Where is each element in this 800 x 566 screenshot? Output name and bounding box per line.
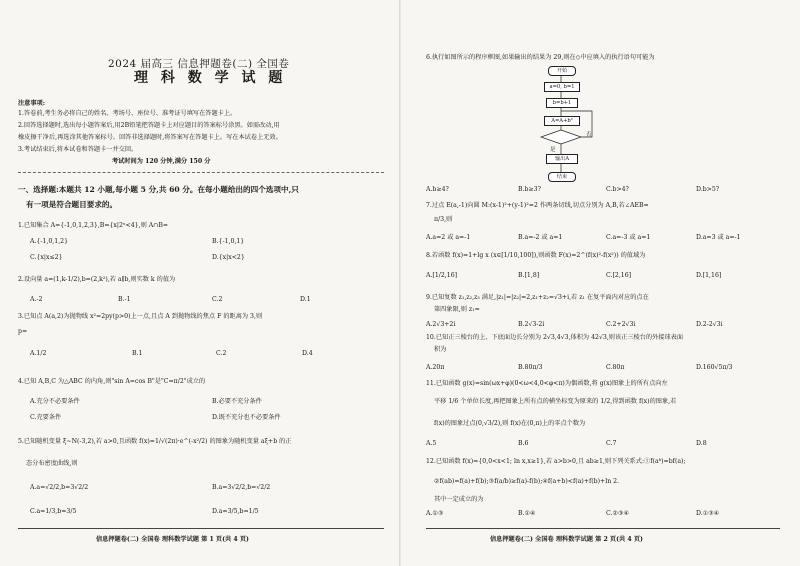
q5-stem-2: 态分布密度曲线,则 <box>26 460 78 467</box>
section-heading-2: 有一项是符合题目要求的。 <box>26 200 118 209</box>
q7-option-a: A.a=2 或 a=-1 <box>426 234 471 241</box>
q3-option-b: B.1 <box>132 350 143 357</box>
note-3: 橡皮擦干净后,再选涂其他答案标号。回答非选择题时,将答案写在答题卡上。写在本试卷上无效。 <box>18 134 282 141</box>
q7-option-d: D.a=3 或 a=-1 <box>696 234 741 241</box>
q10-stem-2: 积为 <box>434 346 447 353</box>
q6-stem: 6.执行如图所示的程序框图,如果输出的结果为 29,则在◇中应填入的执行语句可能为 <box>426 54 655 61</box>
q11-option-b: B.6 <box>518 440 529 447</box>
q5-option-d: D.a=3/5,b=1/5 <box>212 508 259 515</box>
note-2: 2.回答选择题时,选出每小题答案后,用2B铅笔把答题卡上对应题目的答案标号涂黑。如需改动,用 <box>18 122 280 129</box>
q12-option-a: A.①③ <box>426 510 444 517</box>
q3-option-c: C.2 <box>216 350 227 357</box>
q6-option-d: D.b>5? <box>696 186 720 193</box>
q2-option-a: A.-2 <box>30 296 43 303</box>
q5-option-b: B.a=3√2/2,b=√2/2 <box>212 484 271 491</box>
q3-stem: 3.已知点 A(a,2)为抛物线 x²=2py(p>0)上一点,且点 A 到抛物线的焦点 F 的距离为 3,则 <box>18 313 263 320</box>
q10-option-c: C.80π <box>606 364 625 371</box>
q7-option-c: C.a=-3 或 a=1 <box>606 234 651 241</box>
q4-option-a: A.充分不必要条件 <box>30 398 80 405</box>
q12-stem-2: ②f(ab)=f(a)+f(b);③f(a/b)≥f(a)-f(b);④f(a+b)<f(a)+f(b)+ln 2. <box>434 478 620 485</box>
exam-subtitle: 理 科 数 学 试 题 <box>134 70 287 86</box>
q10-option-d: D.160√5π/3 <box>696 364 733 371</box>
divider <box>18 172 384 173</box>
q8-option-c: C.[2,16] <box>606 272 632 279</box>
q11-option-d: D.8 <box>696 440 707 447</box>
q9-option-d: D.2-2√3i <box>696 321 723 328</box>
q2-option-b: B.-1 <box>118 296 131 303</box>
q7-stem: 7.过点 E(a,-1)向圆 M:(x-1)²+(y-1)²=2 作两条切线,切点分别为 A,B,若∠AEB= <box>426 202 649 209</box>
q8-option-b: B.[1,8] <box>518 272 540 279</box>
q10-stem: 10.已知正三棱台的上、下底面边长分别为 2√3,4√3,体积为 42√3,则该正三棱台的外接球表面 <box>426 334 684 341</box>
note-4: 3.考试结束后,将本试卷和答题卡一并交回。 <box>18 146 138 153</box>
note-1: 1.答卷前,考生务必将自己的姓名、考场号、座位号、准考证号填写在答题卡上。 <box>18 110 237 117</box>
q5-option-c: C.a=1/3,b=3/5 <box>30 508 77 515</box>
flow-end: 结束 <box>548 172 576 182</box>
q1-option-c: C.{x|x≤2} <box>30 254 63 261</box>
q6-option-b: B.b≥3? <box>518 186 541 193</box>
q7-stem-2: π/3,则 <box>434 216 453 223</box>
q1-stem: 1.已知集合 A={-1,0,1,2,3},B={x|2ˣ<4},则 A∩B= <box>18 222 169 229</box>
q6-option-a: A.b≥4? <box>426 186 449 193</box>
q11-stem: 11.已知函数 g(x)=sin(ωx+φ)(0<ω<4,0<φ<π)为偶函数,将 g(x)图象上的所有点向左 <box>426 380 668 387</box>
flow-step-b: b=b+1 <box>546 98 578 108</box>
q12-stem-3: 其中一定成立的为 <box>434 496 484 503</box>
q9-option-a: A.2√3+2i <box>426 321 456 328</box>
q10-option-b: B.80π/3 <box>518 364 543 371</box>
q10-option-a: A.20π <box>426 364 445 371</box>
q1-option-a: A.{-1,0,1,2} <box>30 238 69 245</box>
footer-rule <box>426 528 780 529</box>
q3-stem-2: p= <box>18 328 28 335</box>
q12-option-d: D.①③④ <box>696 510 720 517</box>
flow-step-a: A=A+b² <box>544 116 580 126</box>
flowchart-connectors <box>400 0 800 200</box>
q11-option-c: C.7 <box>606 440 617 447</box>
q3-option-d: D.4 <box>302 350 313 357</box>
q3-option-a: A.1/2 <box>30 350 47 357</box>
q12-option-c: C.②③④ <box>606 510 630 517</box>
q1-option-b: B.{-1,0,1} <box>212 238 245 245</box>
page-footer: 信息押题卷(二) 全国卷 理科数学试题 第 1 页(共 4 页) <box>96 536 249 543</box>
q11-stem-2: 平移 1/6 个单位长度,再把图象上所有点的横坐标变为原来的 1/2,得到函数 f(x)的图象,若 <box>434 398 677 405</box>
q9-stem: 9.已知复数 z₁,z₂,z₃ 满足,|z₁|=|z₂|=2,z₁+z₂=√3+i,若 z₁ 在复平面内对应的点在 <box>426 294 649 301</box>
flow-condition-diamond <box>541 130 581 144</box>
q8-stem: 8.若函数 f(x)=1+lg x (x∈[1/10,100]),则函数 F(x)=2^(f(x)²-f(x²)) 的值域为 <box>426 252 646 259</box>
q12-stem: 12.已知函数 f(x)={0,0<x<1; ln x,x≥1},若 a>b>0,且 ab≥1,则下列关系式:①f(aᵇ)=bf(a); <box>426 458 686 465</box>
q1-option-d: D.{x|x<2} <box>212 254 245 261</box>
flow-no-label: 否 <box>586 132 592 138</box>
q5-option-a: A.a=√2/2,b=3√2/2 <box>30 484 89 491</box>
q9-option-c: C.2+2√3i <box>606 321 636 328</box>
exam-title: 2024 届高三 信息押题卷(二) 全国卷 <box>108 58 290 70</box>
q2-option-d: D.1 <box>300 296 311 303</box>
page-footer: 信息押题卷(二) 全国卷 理科数学试题 第 2 页(共 4 页) <box>490 536 643 543</box>
q4-option-c: C.充要条件 <box>30 414 62 421</box>
q4-stem: 4.已知 A,B,C 为△ABC 的内角,则"sin A=cos B"是"C=π/2"成立的 <box>18 378 206 385</box>
flow-start: 开始 <box>548 66 576 76</box>
notes-heading: 注意事项: <box>18 100 46 107</box>
q2-option-c: C.2 <box>212 296 223 303</box>
q8-option-a: A.[1/2,16] <box>426 272 458 279</box>
footer-rule <box>18 528 384 529</box>
q9-option-b: B.2√3-2i <box>518 321 545 328</box>
flow-yes-label: 是 <box>550 147 556 153</box>
q8-option-d: D.[1,16] <box>696 272 722 279</box>
q7-option-b: B.a=-2 或 a=1 <box>518 234 563 241</box>
q5-stem: 5.已知随机变量 ξ~N(-3,2),若 a>0,且函数 f(x)=1/√(2π)·e^(-x²/2) 的图象为随机变量 aξ+b 的正 <box>18 438 292 445</box>
q12-option-b: B.①④ <box>518 510 536 517</box>
q4-option-d: D.既不充分也不必要条件 <box>212 414 281 421</box>
q11-stem-3: f(x)的图象过点(0,√3/2),则 f(x)在(0,π)上的零点个数为 <box>434 420 586 427</box>
flow-output: 输出A <box>546 154 578 164</box>
exam-time: 考试时间为 120 分钟,满分 150 分 <box>112 158 211 165</box>
page-2 <box>400 0 800 566</box>
q2-stem: 2.设向量 a=(1,k-1/2),b=(2,k²),若 a∥b,则实数 k 的值为 <box>18 276 176 283</box>
section-heading: 一、选择题:本题共 12 小题,每小题 5 分,共 60 分。在每小题给出的四个选项中,只 <box>18 185 299 194</box>
q9-stem-2: 第四象限,则 z₁= <box>434 306 480 313</box>
q11-option-a: A.5 <box>426 440 437 447</box>
flow-init: a=0, b=1 <box>544 82 580 92</box>
q6-option-c: C.b>4? <box>606 186 629 193</box>
q4-option-b: B.必要不充分条件 <box>212 398 262 405</box>
